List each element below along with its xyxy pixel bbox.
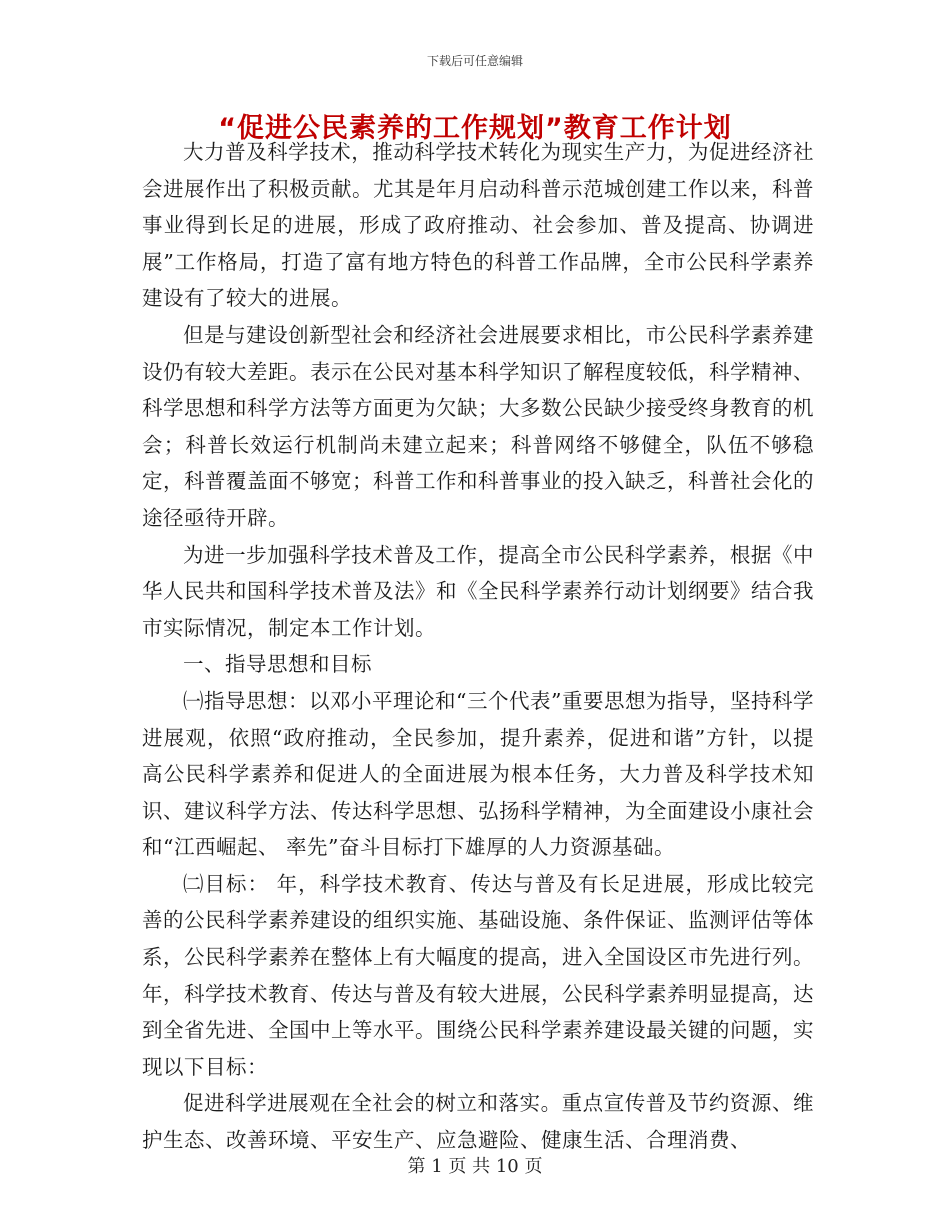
- paragraph: 为进一步加强科学技术普及工作，提高全市公民科学素养，根据《中华人民共和国科学技术普及法》和《全民科学素养行动计划纲要》结合我市实际情况，制定本工作计划。: [142, 542, 814, 640]
- section-heading: 一、指导思想和目标: [183, 652, 372, 677]
- page-footer: 第 1 页 共 10 页: [407, 1156, 543, 1177]
- header-note: 下载后可任意编辑: [426, 54, 523, 68]
- document-body: [142, 134, 814, 1159]
- paragraph: 但是与建设创新型社会和经济社会进展要求相比，市公民科学素养建设仍有较大差距。表示在公民对基本科学知识了解程度较低，科学精神、科学思想和科学方法等方面更为欠缺；大多数公民缺少接受终身教育的机会；科普长效运行机制尚未建立起来；科普网络不够健全，队伍不够稳定，科普覆盖面不够宽；科普工作和科普事业的投入缺乏，科普社会化的途径亟待开辟。: [142, 322, 814, 530]
- paragraph: ㈠指导思想：以邓小平理论和“三个代表”重要思想为指导，坚持科学进展观，依照“政府推动，全民参加，提升素养，促进和谐”方针，以提高公民科学素养和促进人的全面进展为根本任务，大力普及科学技术知识、建议科学方法、传达科学思想、弘扬科学精神，为全面建设小康社会和“江西崛起、 率先”奋斗目标打下雄厚的人力资源基础。: [142, 688, 814, 860]
- document-title: “促进公民素养的工作规划”教育工作计划: [218, 113, 732, 144]
- paragraph: 促进科学进展观在全社会的树立和落实。重点宣传普及节约资源、维护生态、改善环境、平安生产、应急避险、健康生活、合理消费、: [142, 1091, 814, 1153]
- paragraph: ㈡目标： 年，科学技术教育、传达与普及有长足进展，形成比较完善的公民科学素养建设的组织实施、基础设施、条件保证、监测评估等体系，公民科学素养在整体上有大幅度的提高，进入全国设区市先进行列。 年，科学技术教育、传达与普及有较大进展，公民科学素养明显提高，达到全省先进、全国中上等水平。围绕公民科学素养建设最关键的问题，实现以下目标：: [142, 871, 814, 1079]
- paragraph: 大力普及科学技术，推动科学技术转化为现实生产力，为促进经济社会进展作出了积极贡献。尤其是年月启动科普示范城创建工作以来，科普事业得到长足的进展，形成了政府推动、社会参加、普及提高、协调进展”工作格局，打造了富有地方特色的科普工作品牌，全市公民科学素养建设有了较大的进展。: [142, 140, 814, 311]
